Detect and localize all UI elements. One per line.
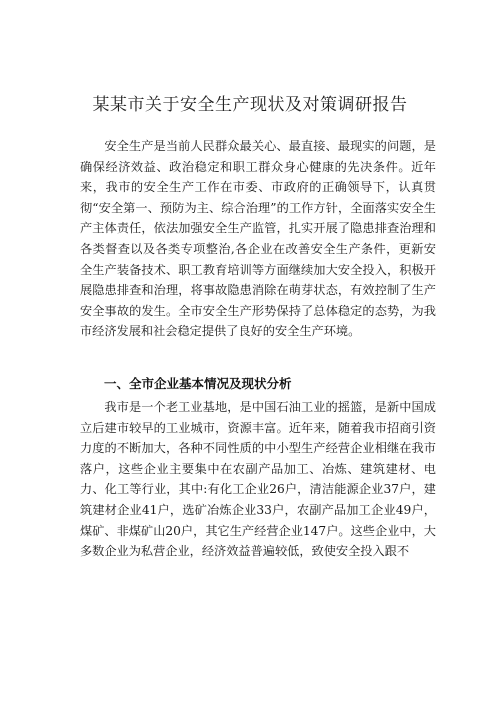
section-heading: 一、全市企业基本情况及现状分析	[104, 376, 292, 391]
paragraph-section-1: 我市是一个老工业基地，是中国石油工业的摇篮，是新中国成立后建市较早的工业城市，资源丰富。近年来，随着我市招商引资力度的不断加大，各种不同性质的中小型生产经营企业相继在我市落户，这些企业主要集中在农副产品加工、冶炼、建筑建材、电力、化工等行业，其中:有化工企业26户，清洁能源企业37户，建筑建材企业41户，选矿冶炼企业33户，农副产品加工企业49户，煤矿、非煤矿山20户，其它生产经营企业147户。这些企业中，大多数企业为私营企业，经济效益普遍较低，致使安全投入跟不	[80, 400, 436, 559]
paragraph-intro: 安全生产是当前人民群众最关心、最直接、最现实的问题，是确保经济效益、政治稳定和职工群众身心健康的先决条件。近年来，我市的安全生产工作在市委、市政府的正确领导下，认真贯彻“安全第一、预防为主、综合治理”的工作方针，全面落实安全生产主体责任，依法加强安全生产监管，扎实开展了隐患排查治理和各类督查以及各类专项整治,各企业在改善安全生产条件，更新安全生产装备技术、职工教育培训等方面继续加大安全投入，积极开展隐患排查和治理，将事故隐患消除在萌芽状态，有效控制了生产安全事故的发生。全市安全生产形势保持了总体稳定的态势，为我市经济发展和社会稳定提供了良好的安全生产环境。	[80, 139, 436, 339]
document-title: 某某市关于安全生产现状及对策调研报告	[92, 95, 408, 115]
